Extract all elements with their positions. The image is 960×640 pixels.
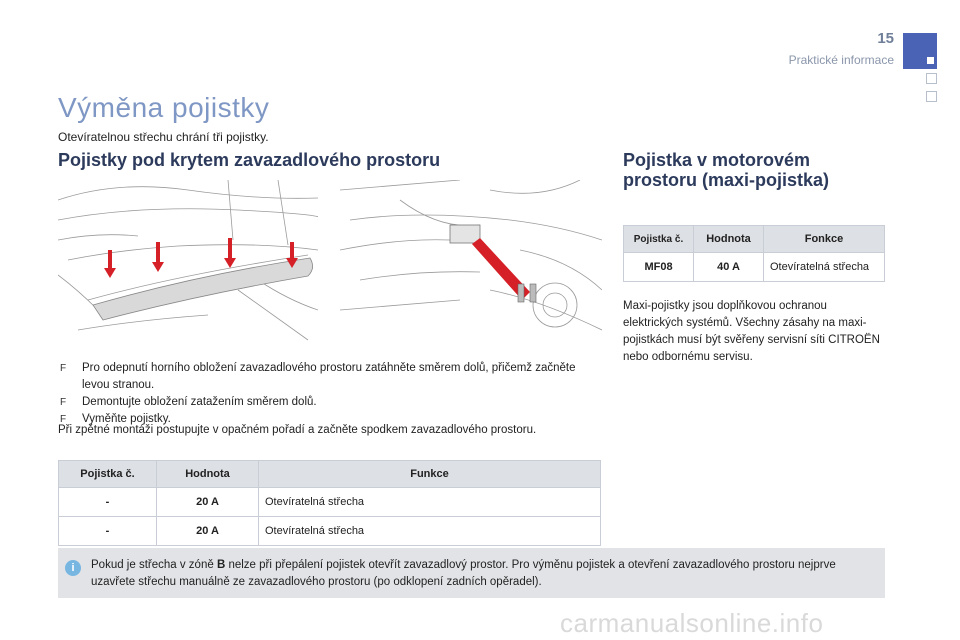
table-row: MF08 40 A Otevíratelná střecha xyxy=(624,253,885,282)
watermark: carmanualsonline.info xyxy=(560,608,824,638)
table-header-row: Pojistka č. Hodnota Fonkce xyxy=(624,226,885,253)
list-item: F Demontujte obložení zatažením směrem dolů. xyxy=(58,394,598,411)
page-title: Výměna pojistky xyxy=(58,92,270,123)
chapter-tab[interactable] xyxy=(926,73,937,84)
info-text: Pokud je střecha v zóně B nelze při přepálení pojistek otevřít zavazadlový prostor. Pro výměnu pojistek a otevření zavazadlového prostoru nejprve uzavřete střechu manuálně ze zavazadlového prostoru (po odklopení zadních opěradel). xyxy=(91,559,836,588)
list-item: F Vyměňte pojistky. xyxy=(58,411,598,428)
tab-square-icon xyxy=(927,57,934,64)
trunk-illustration xyxy=(58,180,318,350)
bullet-icon: F xyxy=(60,414,67,425)
engine-fuse-table xyxy=(623,225,885,282)
section-heading-engine: Pojistka v motorovém prostoru (maxi-pojistka) xyxy=(623,150,830,190)
trunk-fuse-table xyxy=(58,460,601,546)
section-heading-trunk: Pojistky pod krytem zavazadlového prostoru xyxy=(58,150,441,170)
list-item: F Pro odepnutí horního obložení zavazadlového prostoru zatáhněte směrem dolů, přičemž začněte levou stranou. xyxy=(60,362,576,391)
page-number: 15 xyxy=(877,30,894,47)
chapter-tab-active[interactable] xyxy=(903,33,937,69)
table-row: - 20 A Otevíratelná střecha xyxy=(59,517,601,546)
bullet-icon: F xyxy=(60,363,67,374)
section-name: Praktické informace xyxy=(788,53,894,67)
bullet-icon: F xyxy=(60,397,67,408)
table-header-row: Pojistka č. Hodnota Funkce xyxy=(59,461,601,488)
info-icon: i xyxy=(65,560,81,576)
reassembly-note: Při zpětné montáži postupujte v opačném pořadí a začněte spodkem zavazadlového prostoru. xyxy=(58,424,537,436)
step-list xyxy=(58,360,598,428)
chapter-tab[interactable] xyxy=(926,91,937,102)
intro-text: Otevíratelnou střechu chrání tři pojistky. xyxy=(58,130,269,144)
engine-illustration xyxy=(340,180,602,350)
table-row: - 20 A Otevíratelná střecha xyxy=(59,488,601,517)
maxi-fuse-paragraph: Maxi-pojistky jsou doplňkovou ochranou elektrických systémů. Všechny zásahy na maxi-pojistkách musí být svěřeny servisní síti CITROËN nebo odbornému servisu. xyxy=(623,300,880,363)
